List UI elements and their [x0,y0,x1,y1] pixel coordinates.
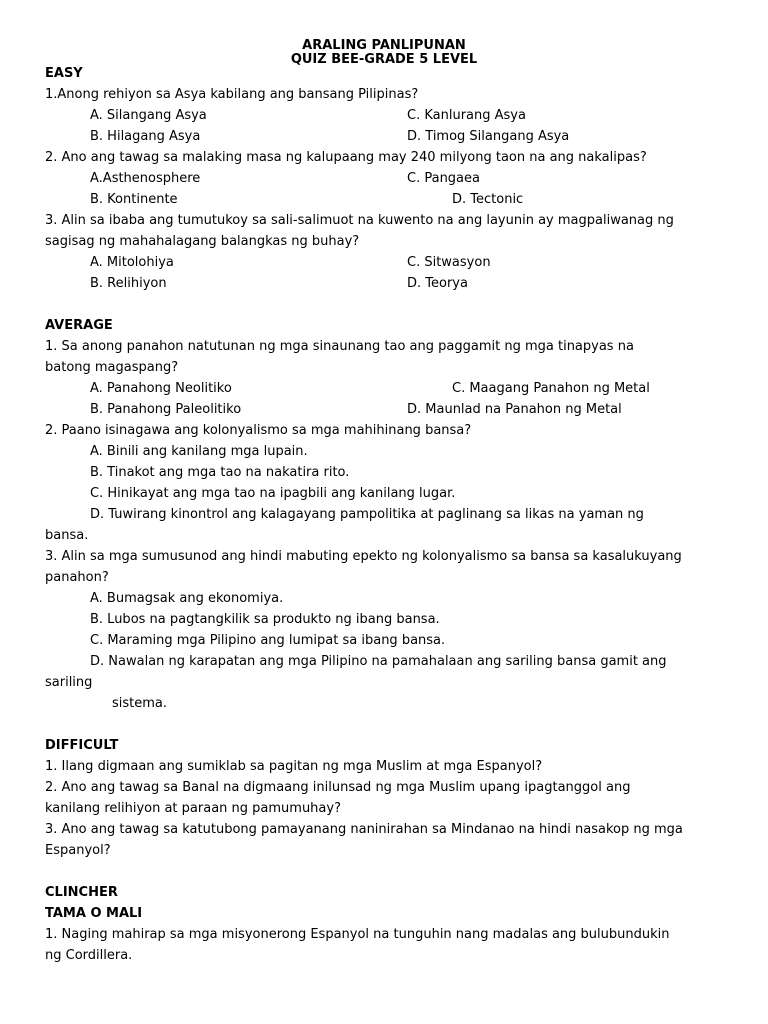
document-subtitle: QUIZ BEE-GRADE 5 LEVEL [290,52,478,67]
average-q3-choice-d-end: sistema. [112,696,168,711]
easy-question-1: 1.Anong rehiyon sa Asya kabilang ang bansang Pilipinas? [45,87,419,102]
difficult-question-3: 3. Ano ang tawag sa katutubong pamayanang naninirahan sa Mindanao na hindi nasakop ng mga [45,822,683,837]
average-question-3: 3. Alin sa mga sumusunod ang hindi mabuting epekto ng kolonyalismo sa bansa sa kasalukuyang [45,549,682,564]
difficult-question-2: 2. Ano ang tawag sa Banal na digmaang inilunsad ng mga Muslim upang ipagtanggol ang [45,780,631,795]
easy-q1-choice-a: A. Silangang Asya [90,108,207,123]
difficult-question-3-continued: Espanyol? [45,843,111,858]
average-question-1-continued: batong magaspang? [45,360,179,375]
average-q1-choice-a: A. Panahong Neolitiko [90,381,232,396]
average-q1-choice-b: B. Panahong Paleolitiko [90,402,242,417]
average-q3-choice-c: C. Maraming mga Pilipino ang lumipat sa ibang bansa. [90,633,446,648]
section-heading-clincher: CLINCHER [45,885,118,900]
easy-q1-choice-d: D. Timog Silangang Asya [407,129,570,144]
average-q1-choice-c: C. Maagang Panahon ng Metal [452,381,650,396]
average-q3-choice-b: B. Lubos na pagtangkilik sa produkto ng ibang bansa. [90,612,440,627]
document-title: ARALING PANLIPUNAN [302,38,466,53]
easy-q3-choice-b: B. Relihiyon [90,276,167,291]
difficult-question-1: 1. Ilang digmaan ang sumiklab sa pagitan ng mga Muslim at mga Espanyol? [45,759,543,774]
easy-q1-choice-c: C. Kanlurang Asya [407,108,526,123]
average-q2-choice-d: D. Tuwirang kinontrol ang kalagayang pampolitika at paglinang sa likas na yaman ng [90,507,644,522]
easy-question-3-continued: sagisag ng mahahalagang balangkas ng buhay? [45,234,360,249]
average-q3-choice-d: D. Nawalan ng karapatan ang mga Pilipino na pamahalaan ang sariling bansa gamit ang [90,654,667,669]
easy-q2-choice-d: D. Tectonic [452,192,524,207]
easy-q3-choice-d: D. Teorya [407,276,468,291]
average-question-1: 1. Sa anong panahon natutunan ng mga sinaunang tao ang paggamit ng mga tinapyas na [45,339,634,354]
clincher-subheading: TAMA O MALI [45,906,143,921]
section-heading-difficult: DIFFICULT [45,738,119,753]
average-q2-choice-a: A. Binili ang kanilang mga lupain. [90,444,308,459]
average-q3-choice-d-continued: sariling [45,675,93,690]
easy-question-3: 3. Alin sa ibaba ang tumutukoy sa sali-salimuot na kuwento na ang layunin ay magpaliwanag ng [45,213,674,228]
section-heading-average: AVERAGE [45,318,113,333]
section-heading-easy: EASY [45,66,83,81]
easy-q3-choice-c: C. Sitwasyon [407,255,491,270]
difficult-question-2-continued: kanilang relihiyon at paraan ng pamumuhay? [45,801,341,816]
clincher-question-1-continued: ng Cordillera. [45,948,133,963]
average-q2-choice-d-continued: bansa. [45,528,89,543]
average-q1-choice-d: D. Maunlad na Panahon ng Metal [407,402,622,417]
easy-q3-choice-a: A. Mitolohiya [90,255,174,270]
easy-q1-choice-b: B. Hilagang Asya [90,129,201,144]
average-q2-choice-c: C. Hinikayat ang mga tao na ipagbili ang kanilang lugar. [90,486,456,501]
average-q2-choice-b: B. Tinakot ang mga tao na nakatira rito. [90,465,350,480]
average-question-3-continued: panahon? [45,570,109,585]
average-q3-choice-a: A. Bumagsak ang ekonomiya. [90,591,284,606]
easy-q2-choice-a: A.Asthenosphere [90,171,201,186]
average-question-2: 2. Paano isinagawa ang kolonyalismo sa mga mahihinang bansa? [45,423,472,438]
easy-question-2: 2. Ano ang tawag sa malaking masa ng kalupaang may 240 milyong taon na ang nakalipas? [45,150,647,165]
easy-q2-choice-b: B. Kontinente [90,192,178,207]
easy-q2-choice-c: C. Pangaea [407,171,480,186]
clincher-question-1: 1. Naging mahirap sa mga misyonerong Espanyol na tunguhin nang madalas ang bulubundukin [45,927,670,942]
